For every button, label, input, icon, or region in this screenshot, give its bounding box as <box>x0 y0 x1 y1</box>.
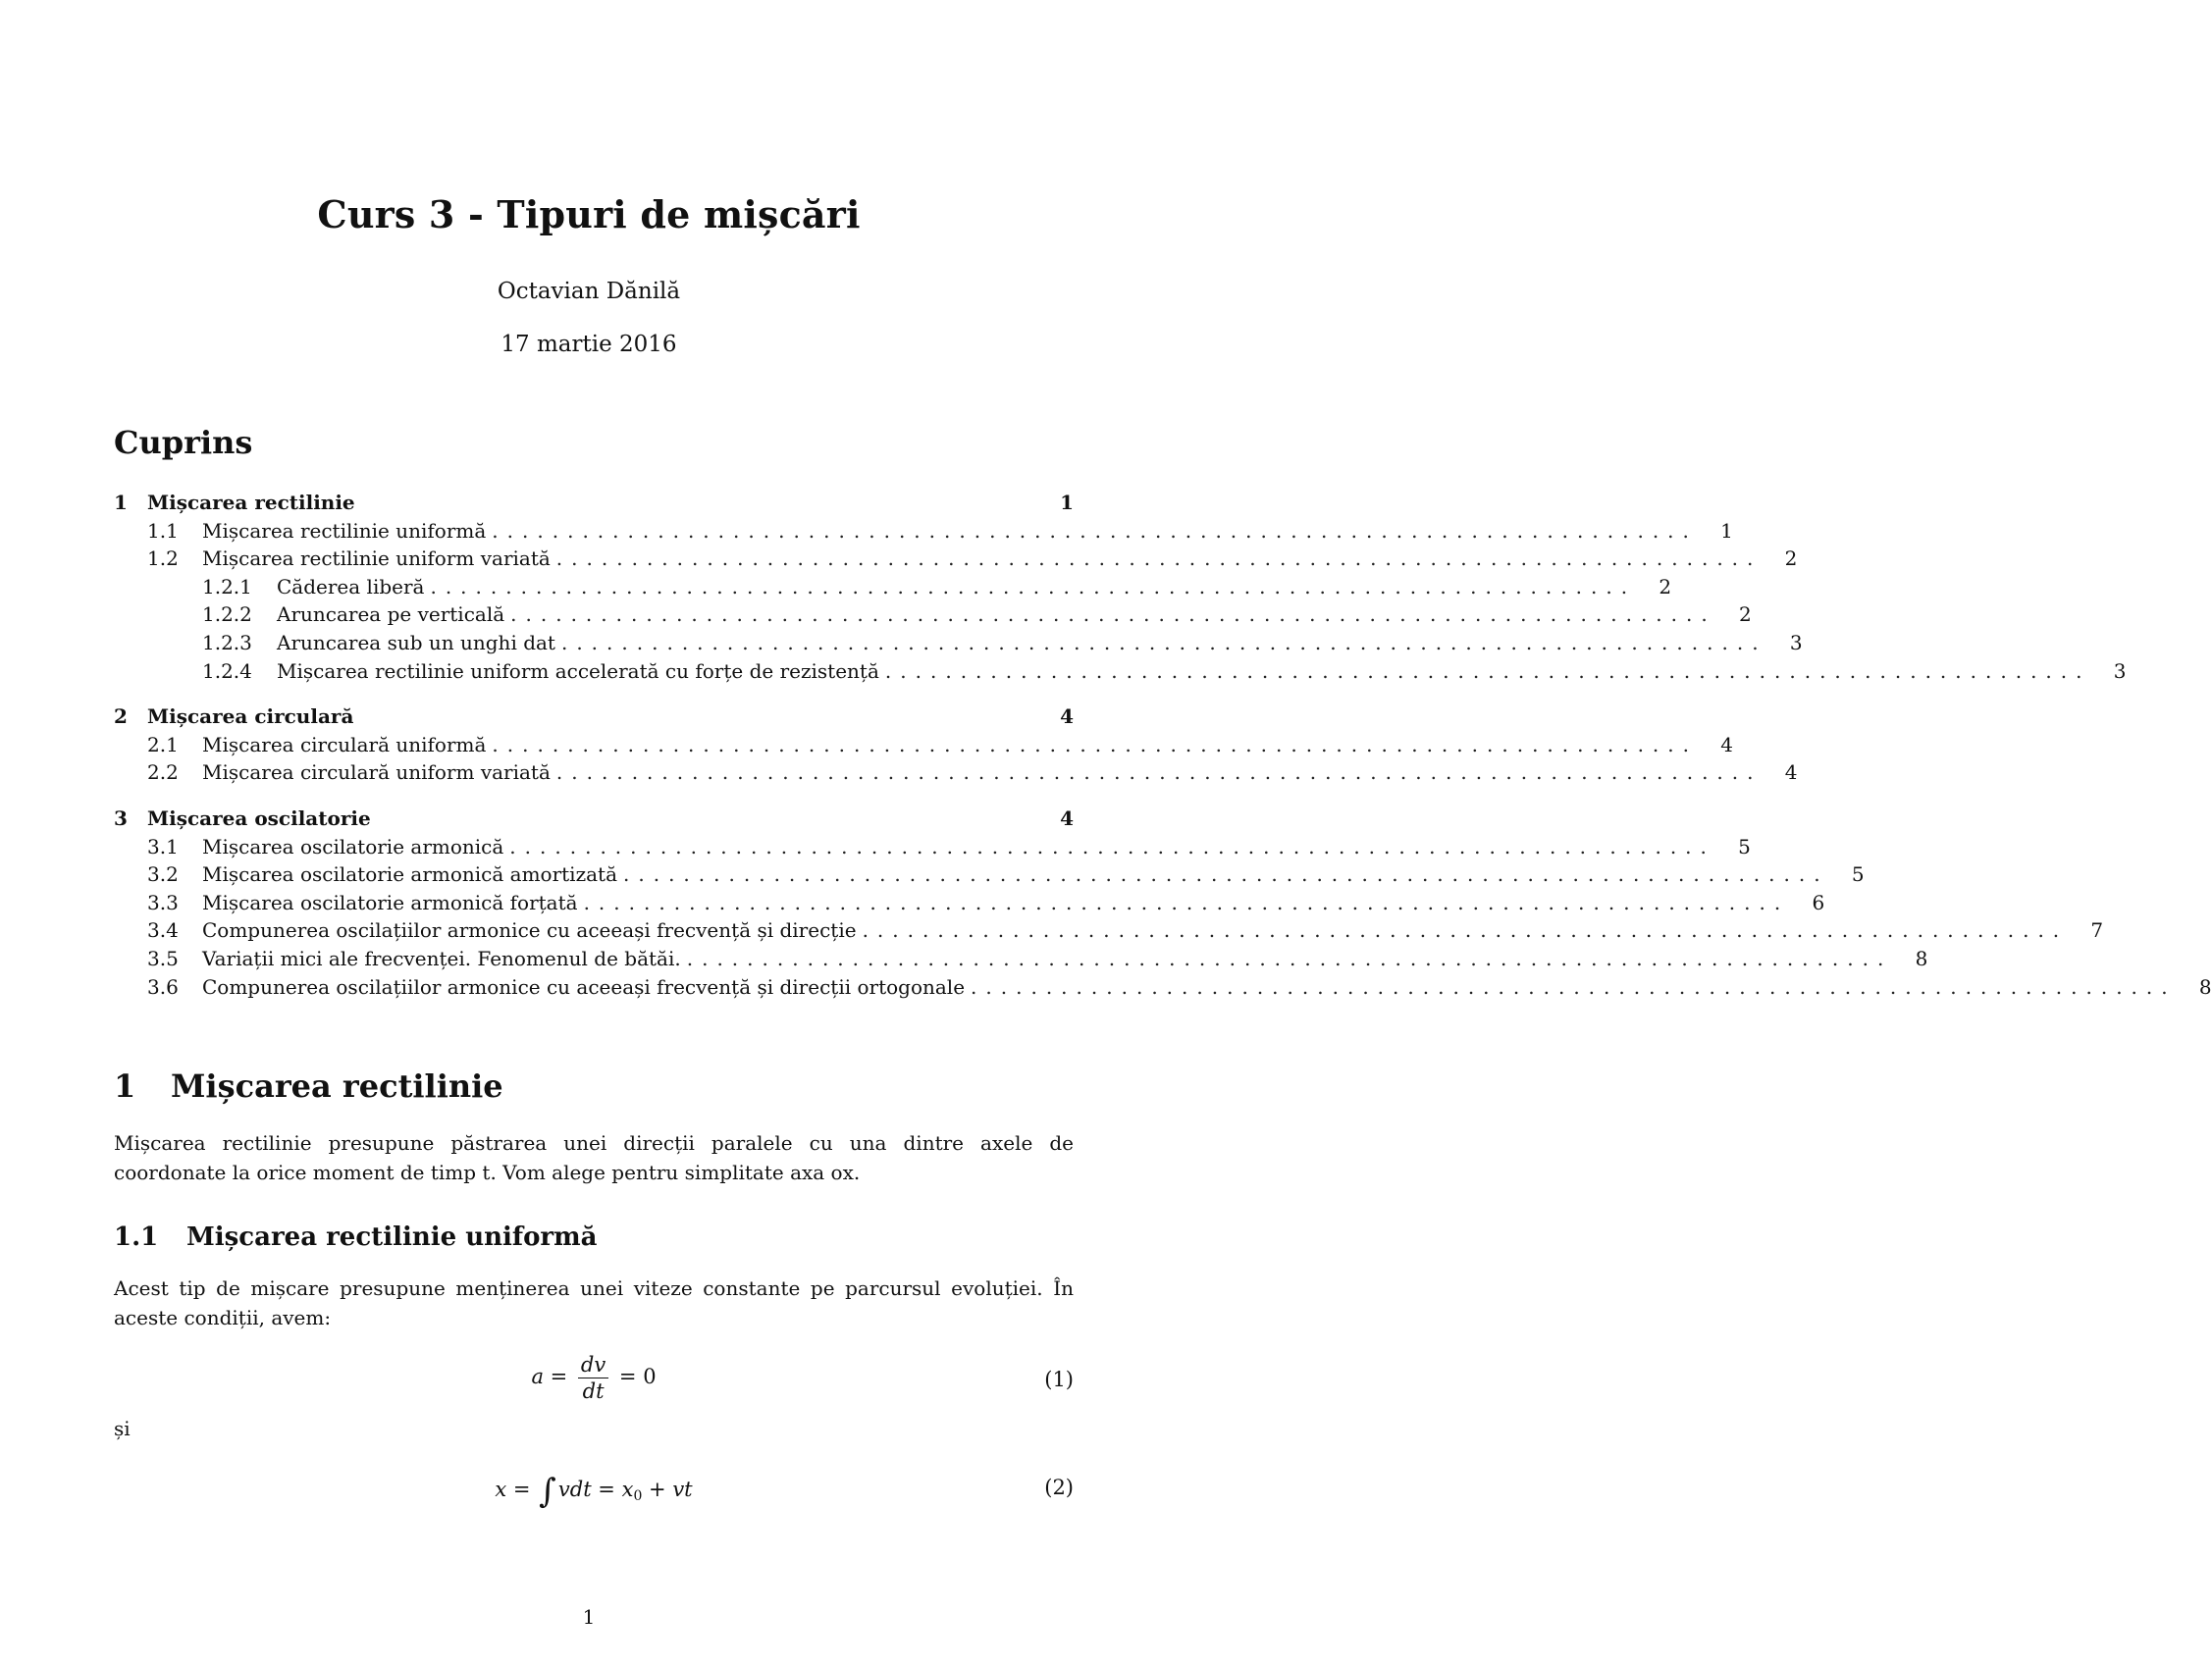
toc-leader-dots: ................................................................................ <box>971 974 2177 999</box>
toc-leader-dots: ................................................................................ <box>430 574 1637 598</box>
equation-1 <box>114 1352 1074 1409</box>
toc-entry-number: 3.4 <box>147 918 179 943</box>
equation-2-body <box>114 1472 1074 1511</box>
toc-entry-number: 1.1 <box>147 518 179 543</box>
toc-entry-title: Mișcarea oscilatorie armonică <box>202 834 504 858</box>
toc-entry-page: 2 <box>1739 602 1752 627</box>
equation-2-integrand: vdt = x <box>557 1478 634 1501</box>
toc-entry[interactable] <box>114 602 1752 630</box>
toc-entry-page: 3 <box>2113 658 2127 683</box>
document-author: Octavian Dănilă <box>497 279 681 304</box>
toc-entry[interactable] <box>114 631 1803 658</box>
toc-entry-page: 2 <box>1784 546 1798 571</box>
toc-leader-dots: ................................................................................ <box>492 732 1698 756</box>
toc-leader-dots: ................................................................................ <box>492 518 1698 543</box>
toc-entry[interactable] <box>114 862 1865 890</box>
toc-entry-title: Compunerea oscilațiilor armonice cu aceeași frecvență și direcție <box>202 918 857 943</box>
equation-connector: și <box>114 1417 131 1440</box>
toc-leader-dots: ................................................................................ <box>884 658 2091 683</box>
toc-entry-title: Aruncarea pe verticală <box>277 602 505 627</box>
toc-entry-page: 8 <box>2198 974 2212 999</box>
subsection-heading <box>114 1222 597 1252</box>
section-title: Mișcarea rectilinie <box>171 1067 503 1105</box>
toc-entry-page: 6 <box>1812 890 1825 914</box>
equation-2-number: (2) <box>1044 1476 1074 1499</box>
toc-entry[interactable] <box>114 658 2127 687</box>
toc-entry-page: 5 <box>1851 862 1865 887</box>
section-heading <box>114 1067 503 1105</box>
toc-entry-title: Mișcarea oscilatorie armonică amortizată <box>202 862 617 887</box>
toc-entry-number: 3.5 <box>147 947 179 970</box>
toc-entry-title: Compunerea oscilațiilor armonice cu aceeași frecvență și direcții ortogonale <box>202 974 966 999</box>
toc-entry-number: 1.2.4 <box>202 658 252 683</box>
toc-entry[interactable] <box>114 760 1798 788</box>
toc-entry-page: 4 <box>1060 806 1074 830</box>
toc-entry[interactable] <box>114 890 1825 918</box>
subsection-paragraph: Acest tip de mișcare presupune menținerea unei viteze constante pe parcursul evoluției. În aceste condiții, avem: <box>114 1276 1074 1329</box>
toc-entry-page: 1 <box>1720 518 1733 543</box>
toc-entry-number: 2 <box>114 704 128 729</box>
equation-1-rhs: = 0 <box>618 1365 657 1388</box>
toc-leader-dots: ................................................................................ <box>623 862 1829 887</box>
toc-entry-number: 1 <box>114 491 128 514</box>
toc-entry[interactable] <box>114 918 2104 946</box>
document-title: Curs 3 - Tipuri de mișcări <box>317 192 861 236</box>
toc-leader-dots: ................................................................................ <box>686 947 1893 970</box>
equation-1-fraction <box>578 1352 608 1404</box>
toc-entry-number: 2.1 <box>147 732 179 756</box>
fraction-numerator: dv <box>578 1352 608 1378</box>
section-number: 1 <box>114 1067 136 1105</box>
toc-entry[interactable] <box>114 518 1733 546</box>
equation-1-number: (1) <box>1044 1368 1074 1391</box>
toc-entry[interactable] <box>114 546 1798 574</box>
toc-leader-dots: ................................................................................ <box>555 760 1763 785</box>
toc-entry-number: 1.2 <box>147 546 179 571</box>
toc-entry-page: 5 <box>1738 834 1751 858</box>
toc-leader-dots: ................................................................................ <box>510 602 1716 627</box>
toc-entry[interactable] <box>114 974 2212 1003</box>
toc-entry-page: 4 <box>1720 732 1733 756</box>
equation-1-body <box>114 1352 1074 1404</box>
toc-entry[interactable] <box>114 947 1928 974</box>
toc-entry-page: 4 <box>1784 760 1798 785</box>
toc-entry-title: Mișcarea circulară uniform variată <box>202 760 551 785</box>
equation-2 <box>114 1466 1074 1511</box>
toc-entry-number: 3 <box>114 806 128 830</box>
integral-sign: ∫ <box>539 1472 556 1511</box>
subsection-title: Mișcarea rectilinie uniformă <box>186 1222 598 1252</box>
toc-entry-title: Căderea liberă <box>277 574 425 598</box>
document-date: 17 martie 2016 <box>500 332 677 357</box>
toc-entry-number: 1.2.2 <box>202 602 252 627</box>
toc-leader-dots: ................................................................................ <box>560 631 1767 654</box>
equation-2-lhs: x = <box>495 1478 531 1501</box>
toc-entry-number: 1.2.3 <box>202 631 252 654</box>
toc-leader-dots: ................................................................................ <box>555 546 1763 571</box>
toc-entry-number: 3.1 <box>147 834 179 858</box>
page-number: 1 <box>582 1605 596 1629</box>
toc-entry[interactable] <box>114 806 1074 834</box>
toc-entry-page: 1 <box>1060 491 1074 514</box>
toc-entry-number: 3.3 <box>147 890 179 914</box>
toc-entry-number: 1.2.1 <box>202 574 252 598</box>
toc-entry[interactable] <box>114 491 1074 518</box>
toc-entry-number: 2.2 <box>147 760 179 785</box>
toc-entry-title: Mișcarea oscilatorie <box>147 806 371 830</box>
toc-entry-title: Mișcarea circulară <box>147 704 354 729</box>
toc-entry-number: 3.6 <box>147 974 179 999</box>
toc-entry-page: 2 <box>1659 574 1672 598</box>
subsection-number: 1.1 <box>114 1222 159 1252</box>
toc-entry-page: 7 <box>2090 918 2104 943</box>
toc-entry-title: Variații mici ale frecvenței. Fenomenul de bătăi. <box>202 947 681 970</box>
toc-leader-dots: ................................................................................ <box>509 834 1715 858</box>
toc-entry-title: Mișcarea rectilinie <box>147 491 355 514</box>
toc-entry[interactable] <box>114 834 1751 862</box>
toc-leader-dots: ................................................................................ <box>862 918 2069 943</box>
toc-entry-title: Mișcarea rectilinie uniform accelerată cu forțe de rezistență <box>277 658 879 683</box>
toc-entry[interactable] <box>114 574 1672 602</box>
toc-entry-title: Aruncarea sub un unghi dat <box>277 631 555 654</box>
toc-heading: Cuprins <box>114 424 253 461</box>
section-paragraph: Mișcarea rectilinie presupune păstrarea unei direcții paralele cu una dintre axele de coordonate la orice moment de timp t. Vom alege pentru simplitate axa ox. <box>114 1131 1074 1184</box>
equation-2-tail: + vt <box>649 1478 693 1501</box>
toc-entry[interactable] <box>114 732 1733 760</box>
toc-entry-page: 3 <box>1789 631 1803 654</box>
equation-1-lhs: a = <box>531 1365 568 1388</box>
toc-entry-title: Mișcarea oscilatorie armonică forțată <box>202 890 578 914</box>
equation-2-subscript: 0 <box>633 1488 643 1504</box>
toc-entry-title: Mișcarea circulară uniformă <box>202 732 487 756</box>
fraction-denominator: dt <box>582 1379 605 1403</box>
toc-entry-title: Mișcarea rectilinie uniform variată <box>202 546 551 571</box>
toc-entry-number: 3.2 <box>147 862 179 887</box>
toc-entry-page: 4 <box>1060 704 1074 729</box>
toc-entry[interactable] <box>114 704 1074 732</box>
toc-entry-page: 8 <box>1915 947 1928 970</box>
toc-leader-dots: ................................................................................ <box>583 890 1790 914</box>
toc-entry-title: Mișcarea rectilinie uniformă <box>202 518 487 543</box>
